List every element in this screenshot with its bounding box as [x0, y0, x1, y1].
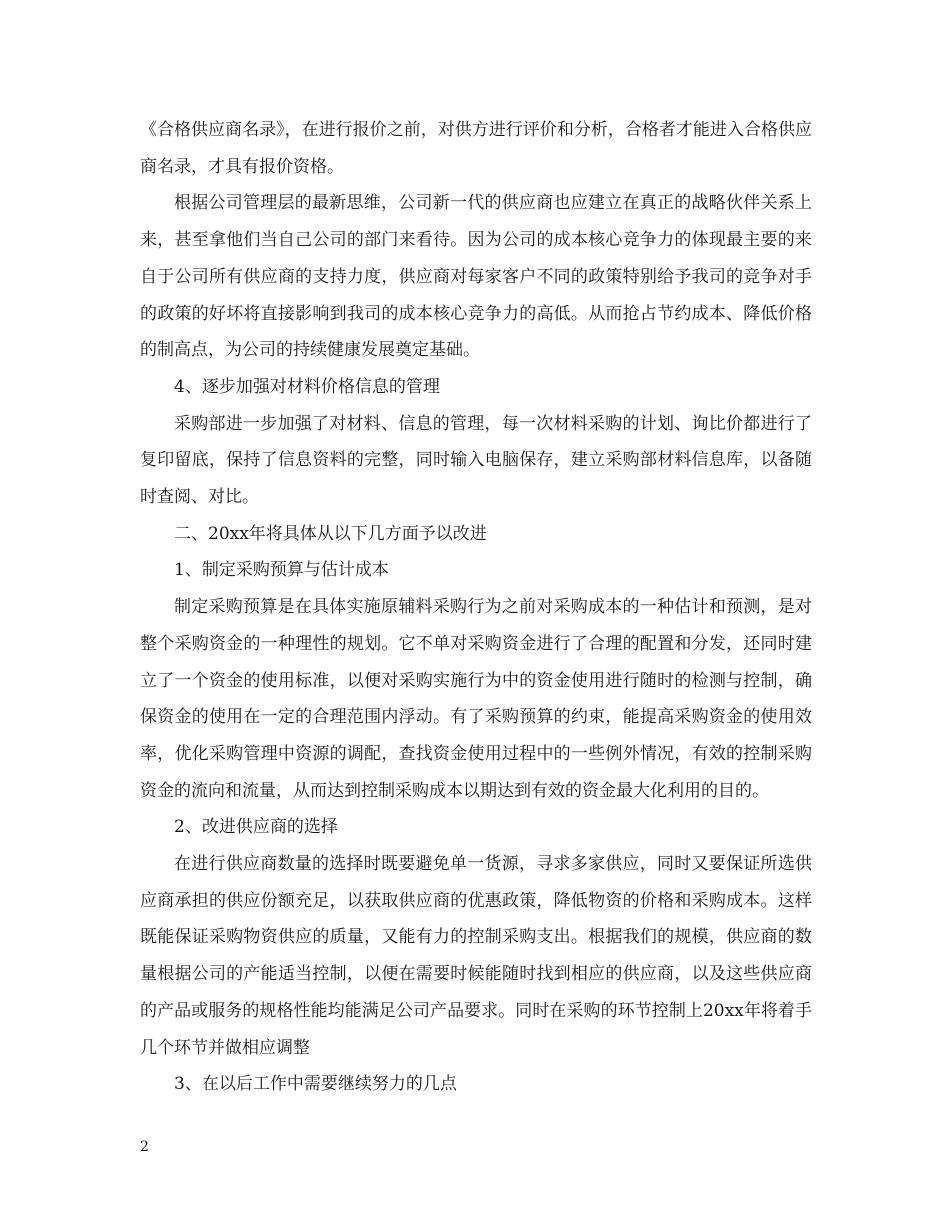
paragraph-5: 在进行供应商数量的选择时既要避免单一货源，寻求多家供应，同时又要保证所选供应商承担的供应份额充足，以获取供应商的优惠政策，降低物资的价格和采购成本。这样既能保证采购物资供应的质量，又能有力的控制采购支出。根据我们的规模，供应商的数量根据公司的产能适当控制，以便在需要时候能随时找到相应的供应商，以及这些供应商的产品或服务的规格性能均能满足公司产品要求。同时在采购的环节控制上20xx年将着手几个环节并做相应调整 — [140, 854, 812, 1058]
sub-heading-3: 3、在以后工作中需要继续努力的几点 — [174, 1074, 457, 1095]
paragraph-2: 根据公司管理层的最新思维，公司新一代的供应商也应建立在真正的战略伙伴关系上来，甚至拿他们当自己公司的部门来看待。因为公司的成本核心竞争力的体现最主要的来自于公司所有供应商的支持力度，供应商对每家客户不同的政策特别给予我司的竞争对手的政策的好坏将直接影响到我司的成本核心竞争力的高低。从而抢占节约成本、降低价格的制高点，为公司的持续健康发展奠定基础。 — [140, 193, 812, 361]
sub-heading-1: 1、制定采购预算与估计成本 — [174, 560, 389, 581]
paragraph-4: 制定采购预算是在具体实施原辅料采购行为之前对采购成本的一种估计和预测，是对整个采购资金的一种理性的规划。它不单对采购资金进行了合理的配置和分发，还同时建立了一个资金的使用标准，以便对采购实施行为中的资金使用进行随时的检测与控制，确保资金的使用在一定的合理范围内浮动。有了采购预算的约束，能提高采购资金的使用效率，优化采购管理中资源的调配，查找资金使用过程中的一些例外情况，有效的控制采购资金的流向和流量，从而达到控制采购成本以期达到有效的资金最大化利用的目的。 — [140, 597, 812, 801]
paragraph-1: 《合格供应商名录》，在进行报价之前，对供方进行评价和分析，合格者才能进入合格供应商名录，才具有报价资格。 — [140, 120, 812, 177]
document-body — [140, 112, 812, 1103]
page-number: 2 — [140, 1139, 149, 1155]
section-heading-4: 4、逐步加强对材料价格信息的管理 — [174, 376, 440, 397]
paragraph-3: 采购部进一步加强了对材料、信息的管理，每一次材料采购的计划、询比价都进行了复印留底，保持了信息资料的完整，同时输入电脑保存，建立采购部材料信息库，以备随时查阅、对比。 — [140, 413, 812, 508]
section-heading-2: 二、20xx年将具体从以下几方面予以改进 — [174, 523, 487, 544]
sub-heading-2: 2、改进供应商的选择 — [174, 817, 338, 838]
